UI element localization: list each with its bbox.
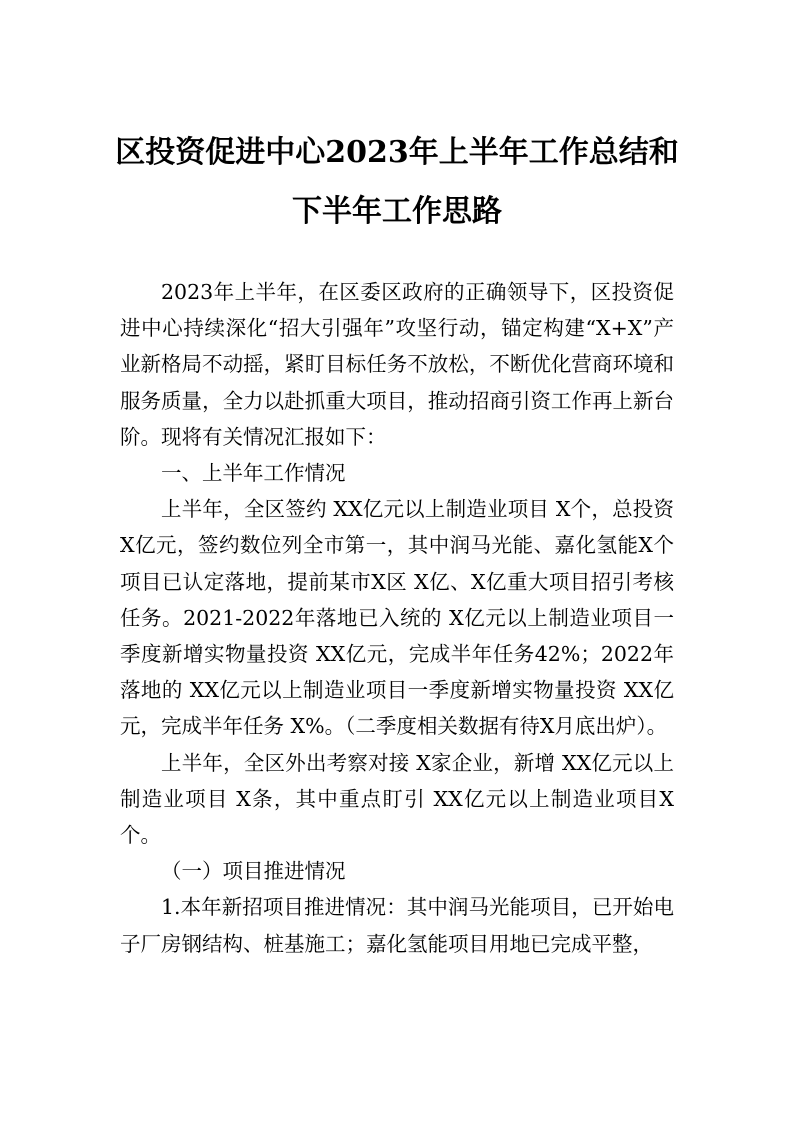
paragraph-signed-projects: 上半年，全区签约 XX亿元以上制造业项目 X个，总投资X亿元，签约数位列全市第一，其中润马光能、嘉化氢能X个项目已认定落地，提前某市X区 X亿、X亿重大项目招引考核任务。2021-2022年落地已入统的 X亿元以上制造业项目一季度新增实物量投资 XX亿元，完成半年任务42%；2022年落地的 XX亿元以上制造业项目一季度新增实物量投资 XX亿元，完成半年任务 X%。（二季度相关数据有待X月底出炉）。 xyxy=(120,497,674,739)
document-title-line-2: 下半年工作思路 xyxy=(292,194,502,229)
intro-paragraph: 2023年上半年，在区委区政府的正确领导下，区投资促进中心持续深化“招大引强年”攻坚行动，锚定构建“X+X”产业新格局不动摇，紧盯目标任务不放松，不断优化营商环境和服务质量，全力以赴抓重大项目，推动招商引资工作再上新台阶。现将有关情况汇报如下： xyxy=(120,280,674,449)
section-heading-first-half: 一、上半年工作情况 xyxy=(161,461,346,486)
document-title-line-1: 区投资促进中心2023年上半年工作总结和 xyxy=(115,135,679,170)
paragraph-new-projects-progress: 1.本年新招项目推进情况：其中润马光能项目，已开始电子厂房钢结构、桩基施工；嘉化氢能项目用地已完成平整， xyxy=(120,895,674,956)
document-body xyxy=(120,274,674,962)
paragraph-enterprise-visits: 上半年，全区外出考察对接 X家企业，新增 XX亿元以上制造业项目 X条，其中重点盯引 XX亿元以上制造业项目X个。 xyxy=(120,750,674,848)
subsection-heading-project-progress: （一）项目推进情况 xyxy=(161,859,346,884)
